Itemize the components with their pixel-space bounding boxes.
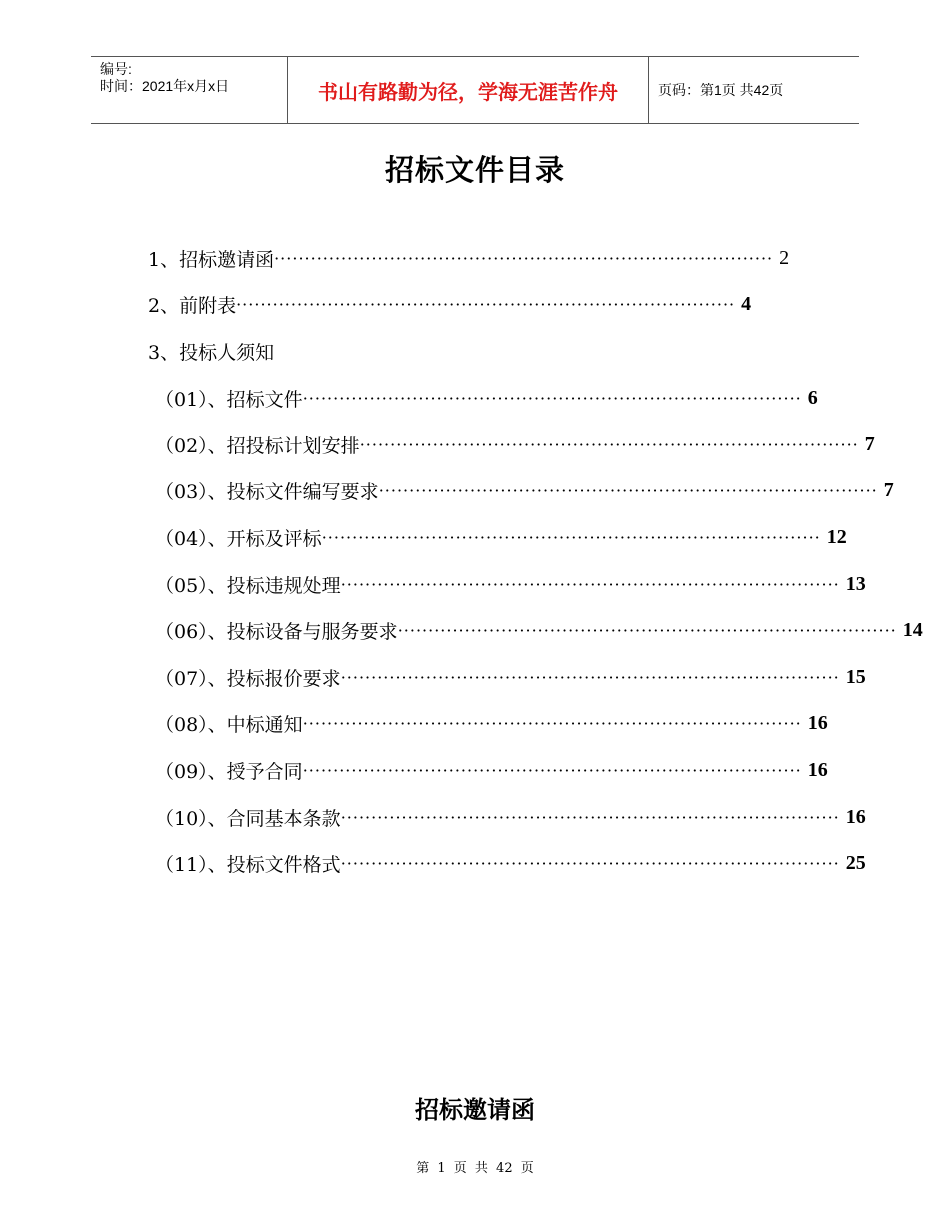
toc-entry-page: 7	[864, 432, 875, 455]
toc-leader-dots: ··················································································	[274, 248, 774, 268]
toc-leader-dots: ··················································································	[321, 527, 821, 547]
toc-entry-label: （03）、投标文件编写要求	[155, 480, 379, 503]
toc-entry-label: （04）、开标及评标	[155, 527, 322, 550]
toc-entry-label: （05）、投标违规处理	[155, 574, 341, 597]
header-page-label: 页码：第1页 共42页	[658, 82, 784, 98]
toc-entry-label: （10）、合同基本条款	[155, 807, 341, 830]
toc-entry-label: （11）、投标文件格式	[155, 853, 341, 876]
toc-entry-label: （02）、招投标计划安排	[155, 434, 360, 457]
toc-entry-label: 3、投标人须知	[148, 341, 275, 364]
toc-entry[interactable]	[155, 571, 866, 597]
section-title: 招标邀请函	[415, 1096, 535, 1124]
toc-leader-dots: ··················································································	[397, 620, 897, 640]
toc-entry-label: 2、前附表	[148, 294, 237, 317]
header-motto: 书山有路勤为径，学海无涯苦作舟	[287, 57, 649, 123]
toc-entry[interactable]	[155, 477, 894, 503]
toc-entry[interactable]	[155, 710, 828, 736]
toc-entry[interactable]	[155, 431, 875, 457]
toc-entry[interactable]	[155, 850, 866, 876]
toc-entry-page: 13	[845, 572, 866, 595]
toc-entry[interactable]	[155, 664, 866, 690]
toc-entry-page: 2	[779, 246, 790, 269]
toc-entry[interactable]	[155, 385, 818, 411]
toc-entry-label: （08）、中标通知	[155, 713, 303, 736]
toc-entry[interactable]	[148, 338, 748, 364]
toc-entry[interactable]	[148, 245, 790, 271]
toc-leader-dots: ··················································································	[340, 667, 840, 687]
toc-entry[interactable]	[148, 291, 752, 317]
page-footer: 第 1 页 共 42 页	[416, 1161, 534, 1176]
toc-leader-dots: ··················································································	[340, 807, 840, 827]
toc-entry[interactable]	[155, 617, 923, 643]
toc-leader-dots: ··················································································	[302, 388, 802, 408]
toc-entry-label: 1、招标邀请函	[148, 248, 275, 271]
toc-leader-dots: ··················································································	[359, 434, 859, 454]
toc-entry-page: 25	[845, 851, 866, 874]
toc-entry-page: 7	[883, 478, 894, 501]
toc-leader-dots: ··················································································	[236, 294, 736, 314]
toc-leader-dots: ··················································································	[302, 760, 802, 780]
toc-entry-label: （06）、投标设备与服务要求	[155, 620, 398, 643]
toc-entry-label: （07）、投标报价要求	[155, 667, 341, 690]
toc-entry-page: 6	[807, 386, 818, 409]
toc-entry-page: 16	[807, 711, 828, 734]
toc-entry-page: 16	[845, 805, 866, 828]
toc-entry-label: （01）、招标文件	[155, 388, 303, 411]
toc-entry-label: （09）、授予合同	[155, 760, 303, 783]
toc-entry[interactable]	[155, 757, 828, 783]
toc-entry-page: 4	[741, 292, 752, 315]
number-label: 编号:	[100, 61, 132, 77]
toc-entry-page: 16	[807, 758, 828, 781]
document-title: 招标文件目录	[384, 153, 565, 187]
toc-leader-dots: ··················································································	[340, 574, 840, 594]
toc-leader-dots: ··················································································	[302, 713, 802, 733]
toc-leader-dots: ··················································································	[378, 480, 878, 500]
toc-leader-dots: ··················································································	[340, 853, 840, 873]
toc-entry-page: 14	[902, 618, 923, 641]
toc-entry-page: 12	[826, 525, 847, 548]
toc-entry[interactable]	[155, 804, 866, 830]
toc-entry[interactable]	[155, 524, 847, 550]
toc-entry-page: 15	[845, 665, 866, 688]
date-label: 时间：2021年x月x日	[100, 78, 230, 94]
